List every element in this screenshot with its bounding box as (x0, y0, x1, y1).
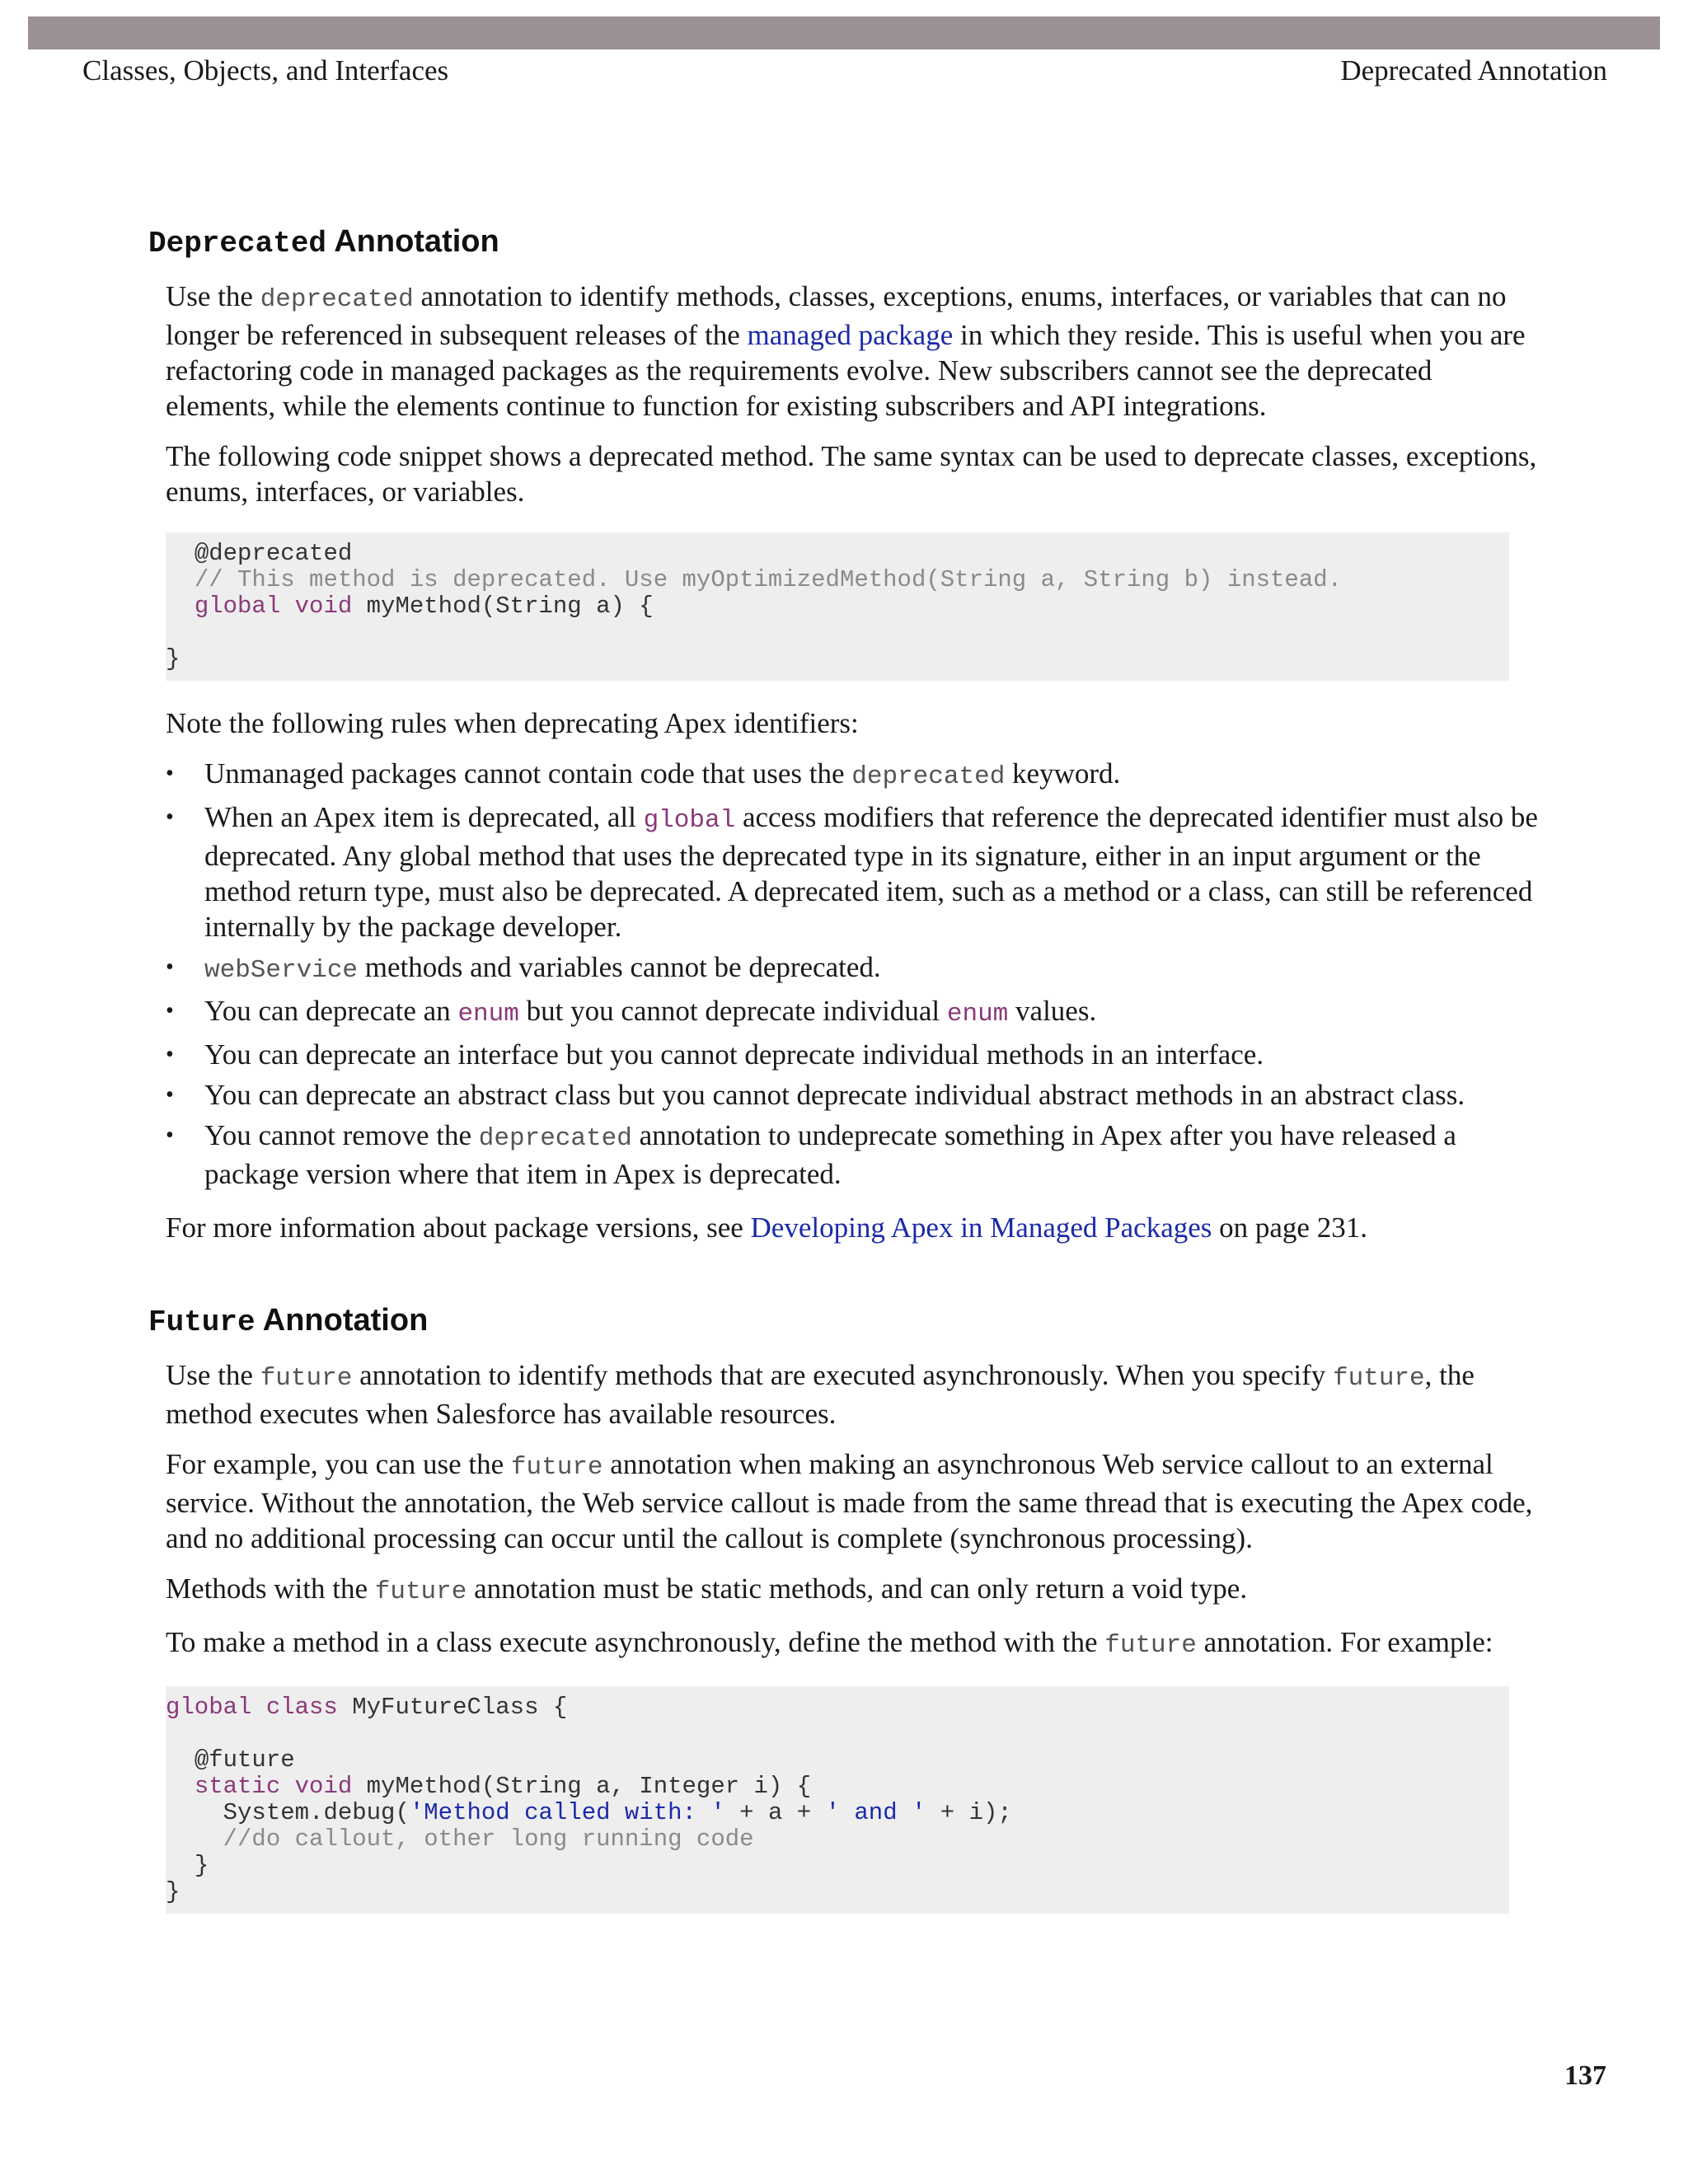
paragraph (166, 279, 1541, 424)
code-line: MyFutureClass { (337, 1694, 568, 1721)
text: To make a method in a class execute asynchronously, define the method with the (166, 1626, 1105, 1658)
inline-code: deprecated (851, 762, 1006, 791)
inline-code: global (643, 806, 736, 835)
text: annotation must be static methods, and can only return a void type. (467, 1572, 1248, 1605)
section-heading-future (148, 1303, 1541, 1339)
code-line: @deprecated (194, 540, 353, 567)
code-keyword: global class (166, 1694, 338, 1721)
heading-code: Future (148, 1305, 256, 1339)
section-body-deprecated (148, 279, 1541, 509)
running-header-section: Deprecated Annotation (1340, 54, 1607, 87)
inline-code: future (374, 1577, 467, 1606)
text: but you cannot deprecate individual (518, 995, 947, 1027)
paragraph (166, 1571, 1541, 1610)
code-line: myMethod(String a) { (352, 593, 654, 620)
code-string: 'Method called with: ' (409, 1799, 725, 1826)
code-keyword: global void (194, 593, 353, 620)
code-line: } (194, 1852, 209, 1879)
inline-code: future (1104, 1631, 1197, 1660)
running-header-chapter: Classes, Objects, and Interfaces (82, 54, 449, 87)
code-line: } (166, 1878, 181, 1905)
inline-code: future (1333, 1364, 1425, 1393)
page-content (148, 224, 1541, 1938)
header-bar (28, 16, 1660, 49)
text: access modifiers that reference the deprecated identifier must also be deprecated. Any global method that uses the deprecated type in its signature, either in an input argument or the method return type, must also be deprecated. A deprecated item, such as a method or a class, can still be referenced internally by the package developer. (204, 801, 1538, 943)
text: When an Apex item is deprecated, all (204, 801, 644, 833)
page-number: 137 (1564, 2060, 1606, 2091)
text: You can deprecate an (204, 995, 458, 1027)
text: You cannot remove the (204, 1119, 479, 1151)
section-body-rules (148, 705, 1541, 1245)
rules-list (166, 756, 1541, 1192)
inline-code: enum (457, 1000, 519, 1029)
list-item: • You can deprecate an interface but you cannot deprecate individual methods in an interface. (166, 1037, 1541, 1072)
heading-code: Deprecated (148, 227, 327, 260)
developing-apex-link[interactable]: Developing Apex in Managed Packages (750, 1212, 1212, 1244)
code-line: myMethod(String a, Integer i) { (352, 1773, 812, 1800)
text: keyword. (1005, 757, 1121, 790)
inline-code: future (510, 1453, 603, 1482)
list-item (166, 799, 1541, 944)
text: Unmanaged packages cannot contain code that uses the (204, 757, 852, 790)
code-string: ' and ' (825, 1799, 926, 1826)
text: methods and variables cannot be deprecated. (358, 951, 881, 983)
paragraph: The following code snippet shows a deprecated method. The same syntax can be used to deprecate classes, exceptions, enums, interfaces, or variables. (166, 440, 1537, 508)
code-block-deprecated (166, 532, 1509, 681)
code-comment: // This method is deprecated. Use myOptimizedMethod(String a, String b) instead. (194, 566, 1343, 593)
text: annotation to identify methods that are executed asynchronously. When you specify (352, 1359, 1334, 1391)
list-item (166, 756, 1541, 794)
text: annotation when making an asynchronous Web service callout to an external service. Without the annotation, the Web service callout is made from the same thread that is executing the Apex code, and no additional processing can occur until the callout is complete (synchronous processing). (166, 1448, 1533, 1554)
text: For example, you can use the (166, 1448, 511, 1480)
text: annotation to undeprecate something in Apex after you have released a package version where that item in Apex is deprecated. (204, 1119, 1456, 1190)
code-keyword: static void (194, 1773, 353, 1800)
paragraph (166, 1357, 1541, 1432)
code-block-future (166, 1686, 1509, 1914)
heading-text: Annotation (262, 1303, 429, 1338)
list-item (166, 949, 1541, 988)
paragraph (166, 1624, 1541, 1663)
text: annotation to identify methods, classes, exceptions, enums, interfaces, or variables that can no longer be referenced in subsequent releases of the (166, 280, 1507, 351)
heading-text: Annotation (334, 224, 499, 259)
code-line: + a + (724, 1799, 826, 1826)
text: , the method executes when Salesforce has available resources. (166, 1359, 1475, 1430)
text: Methods with the (166, 1572, 375, 1605)
text: in which they reside. This is useful when you are refactoring code in managed packages as the requirements evolve. New subscribers cannot see the deprecated elements, while the elements continue to function for existing subscribers and API integrations. (166, 319, 1526, 422)
code-line: + i); (926, 1799, 1012, 1826)
inline-code: webService (204, 956, 359, 985)
paragraph (166, 1210, 1541, 1245)
text: annotation. For example: (1196, 1626, 1493, 1658)
section-body-future (148, 1357, 1541, 1663)
code-comment: //do callout, other long running code (223, 1825, 754, 1853)
section-heading-deprecated (148, 224, 1541, 260)
inline-code: future (260, 1364, 353, 1393)
inline-code: deprecated (260, 285, 414, 314)
text: on page 231. (1212, 1212, 1367, 1244)
code-line: } (166, 645, 181, 673)
text: Use the (166, 1359, 260, 1391)
managed-package-link[interactable]: managed package (747, 319, 954, 351)
paragraph: Note the following rules when deprecating Apex identifiers: (166, 707, 859, 739)
list-item: • You can deprecate an abstract class but you cannot deprecate individual abstract methods in an abstract class. (166, 1077, 1541, 1113)
list-item (166, 1118, 1541, 1192)
paragraph (166, 1446, 1541, 1556)
text: For more information about package versions, see (166, 1212, 751, 1244)
text: values. (1008, 995, 1097, 1027)
list-item (166, 993, 1541, 1032)
text: Use the (166, 280, 260, 312)
inline-code: deprecated (478, 1124, 632, 1153)
code-line: System.debug( (223, 1799, 410, 1826)
code-line: @future (194, 1746, 295, 1774)
inline-code: enum (946, 1000, 1009, 1029)
